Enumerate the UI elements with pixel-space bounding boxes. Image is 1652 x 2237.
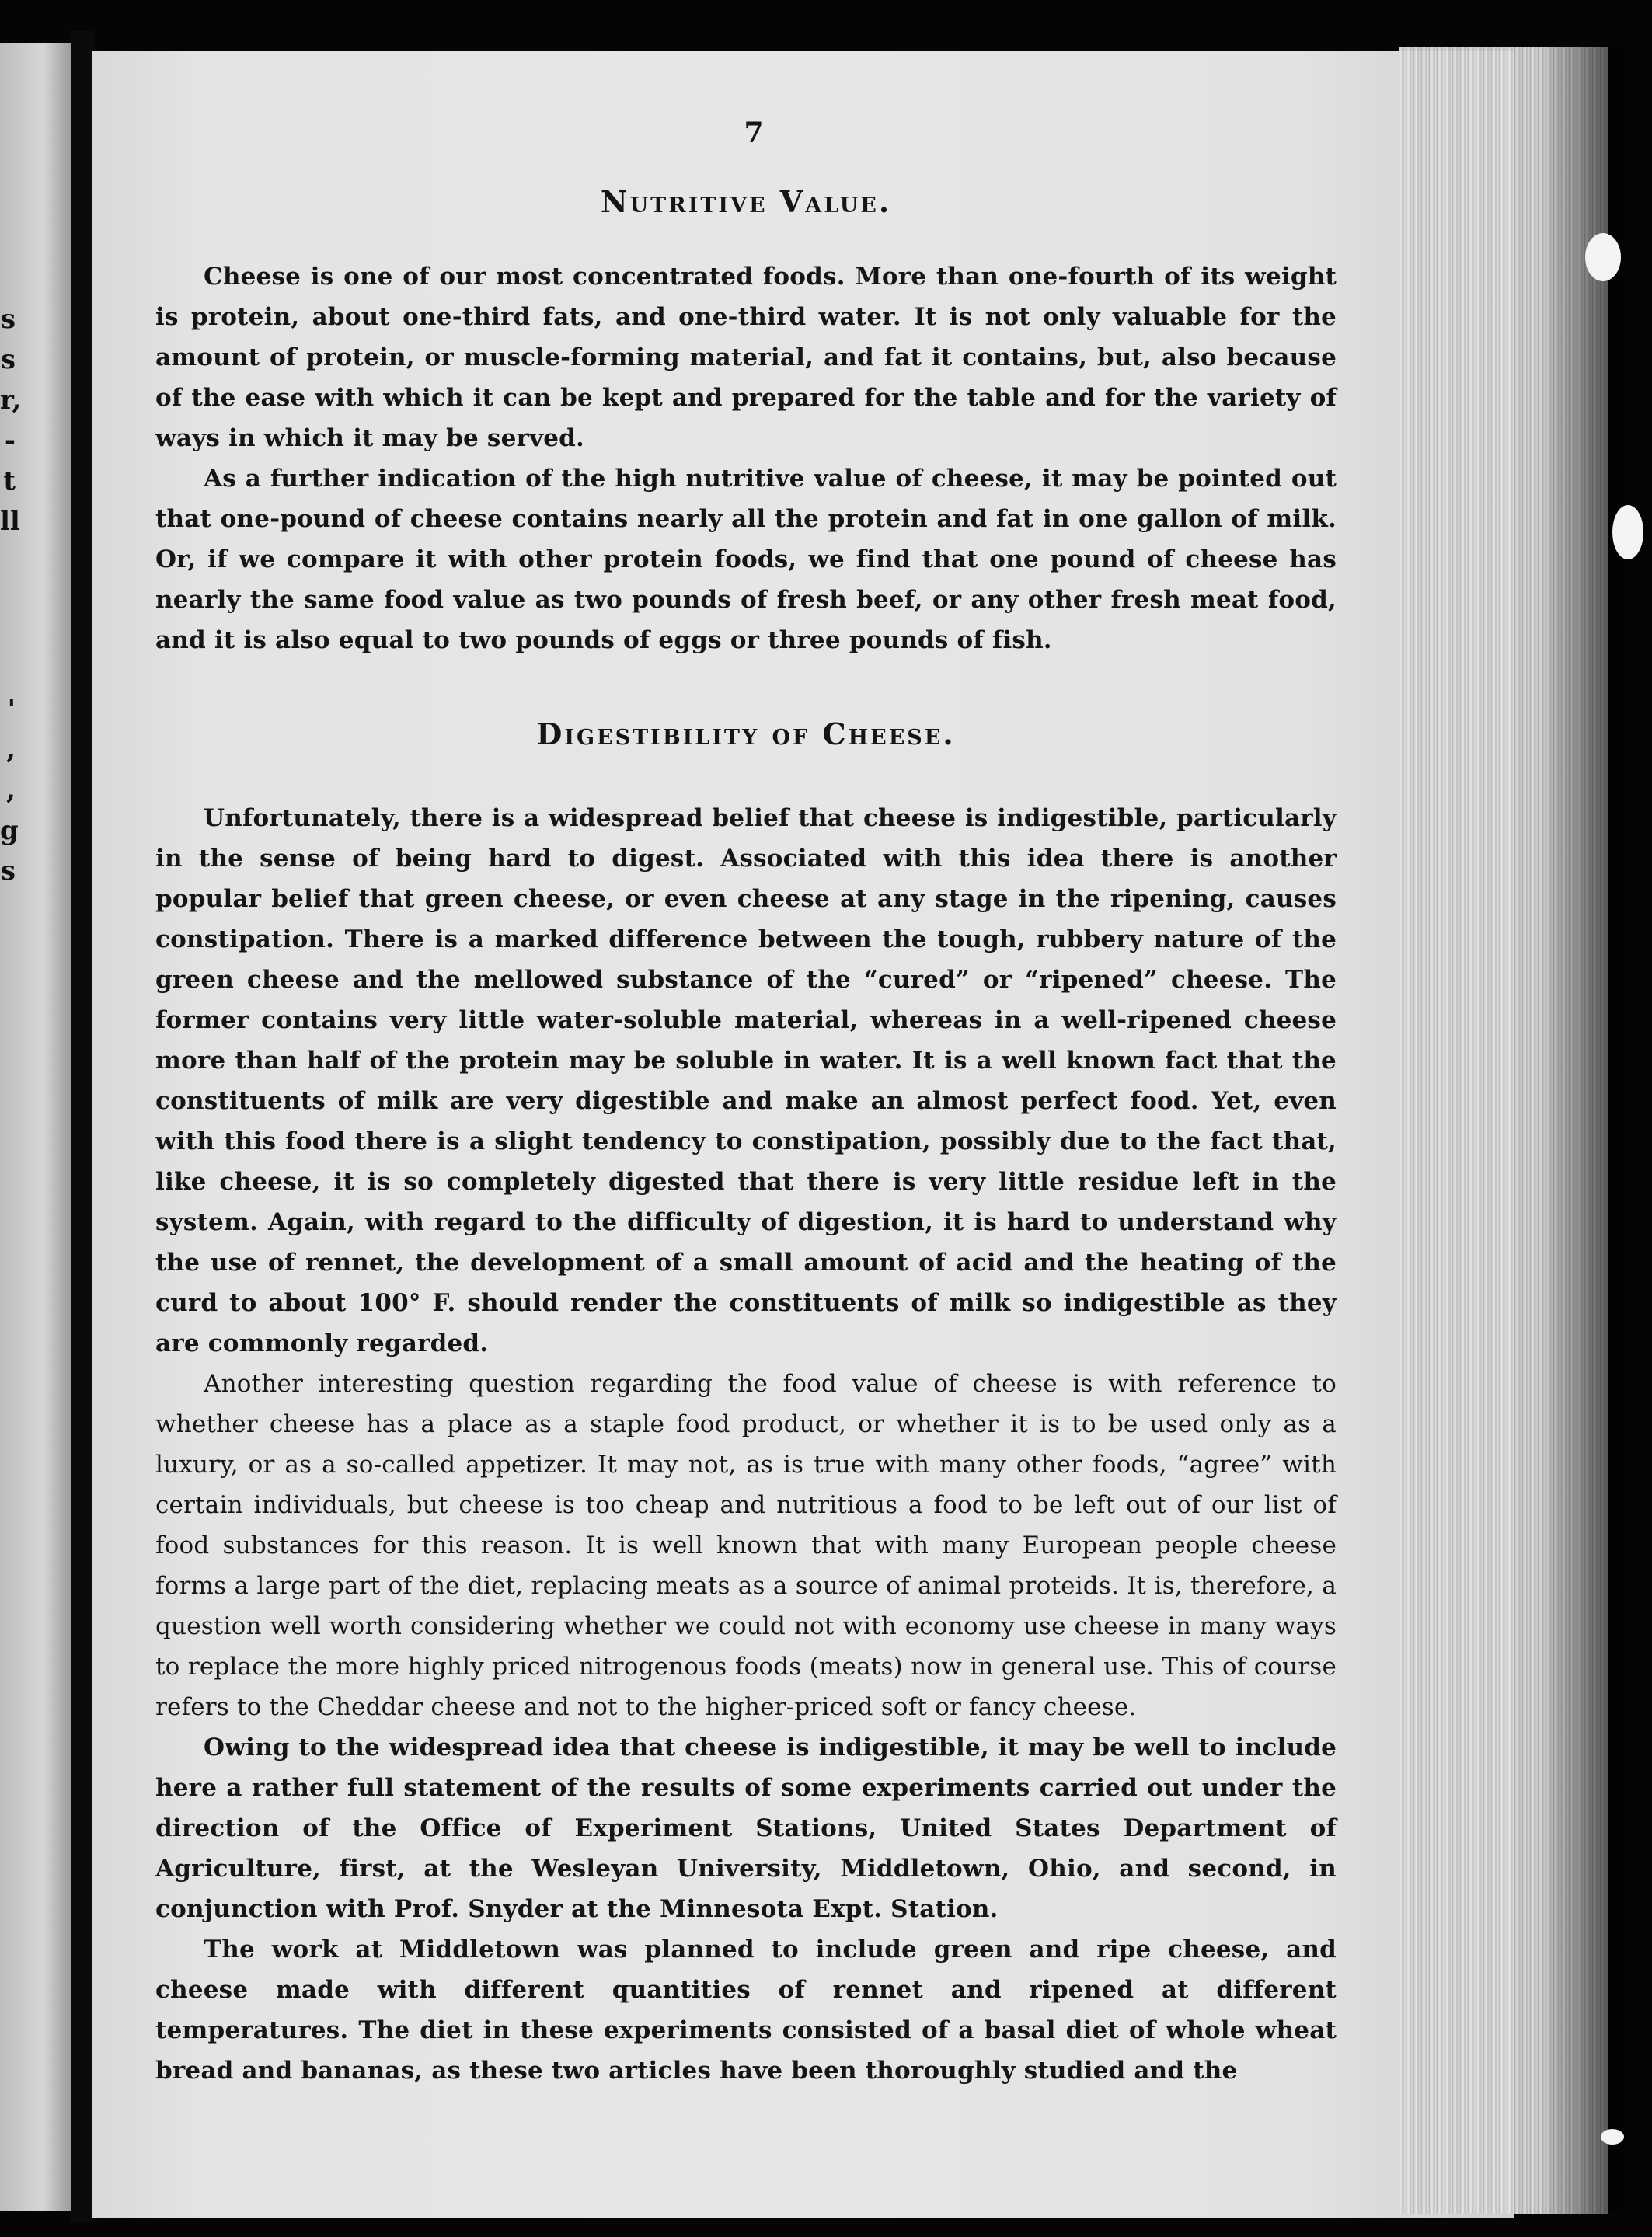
paragraph: The work at Middletown was planned to include green and ripe cheese, and cheese made with different quantities of rennet and ripened at different temperatures. The diet in these experiments consisted of a basal diet of whole wheat bread and bananas, as these two articles have been thoroughly studied and the: [155, 1936, 1337, 2085]
fragment-line: r,: [0, 385, 22, 416]
fragment-line: ,: [6, 775, 16, 806]
fragment-line: ll: [0, 506, 20, 537]
paragraph: Unfortunately, there is a widespread belief that cheese is indigestible, particularly in the sense of being hard to digest. Associated with this idea there is another popular belief that green cheese, or even cheese at any stage in the ripening, causes constipation. There is a marked difference between the tough, rubbery nature of the green cheese and the mellowed substance of the “cured” or “ripened” cheese. The former contains very little water-soluble material, whereas in a well-ripened cheese more than half of the protein may be soluble in water. It is a well known fact that the constituents of milk are very digestible and make an almost perfect food. Yet, even with this food there is a slight tendency to constipation, possibly due to the fact that, like cheese, it is so completely digested that there is very little residue left in the system. Again, with regard to the difficulty of digestion, it is hard to understand why the use of rennet, the development of a small amount of acid and the heating of the curd to about 100° F. should render the constituents of milk so indigestible as they are commonly regarded.: [155, 804, 1337, 1357]
paragraph: As a further indication of the high nutritive value of cheese, it may be pointed out that one-pound of cheese contains nearly all the protein and fat in one gallon of milk. Or, if we compare it with other protein foods, we find that one pound of cheese has nearly the same food value as two pounds of fresh beef, or any other fresh meat food, and it is also equal to two pounds of eggs or three pounds of fish.: [155, 465, 1337, 654]
fragment-line: g: [0, 815, 19, 846]
fragment-line: s: [0, 344, 16, 375]
fragment-line: s: [0, 304, 16, 335]
fragment-line: -: [4, 425, 16, 456]
fragment-line: [0, 542, 16, 689]
scan-blemish: [1585, 233, 1621, 281]
previous-page-text-fragments: [0, 299, 22, 891]
page-content: [155, 117, 1337, 2091]
fragment-line: ,: [6, 734, 16, 765]
previous-page-sliver: [0, 43, 71, 2211]
paragraph: Cheese is one of our most concentrated foods. More than one-fourth of its weight is protein, about one-third fats, and one-third water. It is not only valuable for the amount of protein, or muscle-forming material, and fat it contains, but, also because of the ease with which it can be kept and prepared for the table and for the variety of ways in which it may be served.: [155, 263, 1337, 452]
paragraph: Another interesting question regarding the food value of cheese is with reference to whether cheese has a place as a staple food product, or whether it is to be used only as a luxury, or as a so-called appetizer. It may not, as is true with many other foods, “agree” with certain individuals, but cheese is too cheap and nutritious a food to be left out of our list of food substances for this reason. It is well known that with many European people cheese forms a large part of the diet, replacing meats as a source of animal proteids. It is, therefore, a question well worth considering whether we could not with economy use cheese in many ways to replace the more highly priced nitrogenous foods (meats) now in general use. This of course refers to the Cheddar cheese and not to the higher-priced soft or fancy cheese.: [155, 1370, 1337, 1721]
section-heading-digestibility: Digestibility of Cheese.: [536, 716, 956, 751]
paragraph: Owing to the widespread idea that cheese is indigestible, it may be well to include here a rather full statement of the results of some experiments carried out under the direction of the Office of Experiment Stations, United States Department of Agriculture, first, at the Wesleyan University, Middletown, Ohio, and second, in conjunction with Prof. Snyder at the Minnesota Expt. Station.: [155, 1734, 1337, 1923]
scan-blemish: [1612, 505, 1643, 559]
fragment-line: ': [7, 694, 16, 725]
section-heading-nutritive-value: Nutritive Value.: [600, 184, 892, 219]
fragment-line: t: [3, 465, 16, 497]
fragment-line: s: [0, 855, 16, 887]
page-edge-shadow: [1539, 47, 1652, 2214]
scan-blemish: [1601, 2129, 1624, 2145]
page-number: 7: [744, 117, 764, 149]
